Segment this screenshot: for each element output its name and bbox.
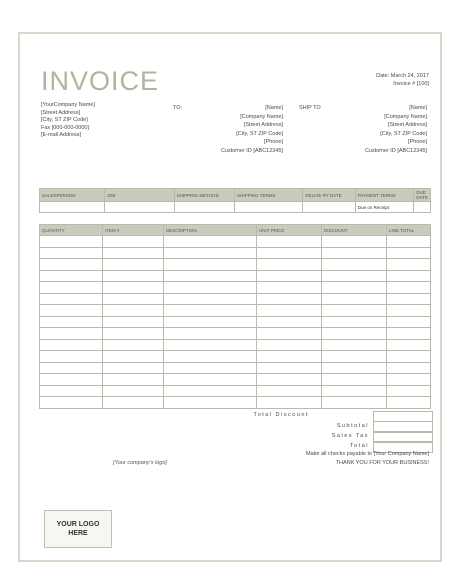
col-header: DISCOUNT — [322, 225, 387, 236]
table-row — [40, 259, 431, 271]
table-cell — [164, 293, 257, 305]
table-cell — [387, 351, 431, 363]
thank-you-block — [306, 450, 429, 468]
table-cell — [322, 282, 387, 294]
table-cell — [235, 202, 303, 213]
col-header: LINE TOTAL — [387, 225, 431, 236]
bill-to-block — [163, 104, 283, 155]
table-cell — [387, 328, 431, 340]
table-cell — [322, 316, 387, 328]
table-cell — [103, 328, 164, 340]
table-cell — [103, 374, 164, 386]
table-cell — [322, 305, 387, 317]
table-cell — [387, 247, 431, 259]
col-header: SHIPPING METHOD — [174, 189, 234, 202]
table-cell — [257, 397, 322, 409]
table-row — [40, 236, 431, 248]
table-cell — [387, 259, 431, 271]
logo-box — [44, 510, 112, 548]
col-header: UNIT PRICE — [257, 225, 322, 236]
payable-note: Make all checks payable to [Your Company Name] — [306, 451, 429, 457]
table-cell — [164, 351, 257, 363]
col-header: DESCRIPTION — [164, 225, 257, 236]
shipping-info-table — [39, 188, 431, 213]
table-cell — [322, 247, 387, 259]
company-logo-placeholder: [Your company's logo] — [113, 460, 167, 466]
table-cell — [40, 339, 103, 351]
invoice-title: INVOICE — [41, 66, 160, 96]
table-cell — [322, 259, 387, 271]
table-cell — [40, 351, 103, 363]
ship-customer-id: Customer ID [ABC12345] — [364, 147, 427, 154]
thank-you-note: THANK YOU FOR YOUR BUSINESS! — [335, 460, 429, 466]
table-cell — [257, 236, 322, 248]
table-cell — [257, 339, 322, 351]
table-cell — [164, 305, 257, 317]
table-row — [40, 351, 431, 363]
table-row — [40, 374, 431, 386]
table-cell — [40, 362, 103, 374]
table-cell — [322, 351, 387, 363]
table-cell — [387, 397, 431, 409]
table-cell — [322, 328, 387, 340]
ship-line: [Name] — [409, 105, 427, 111]
to-line: [City, ST ZIP Code] — [236, 130, 283, 137]
table-cell — [164, 270, 257, 282]
table-cell — [40, 293, 103, 305]
table-cell — [103, 305, 164, 317]
table-cell — [257, 305, 322, 317]
table-cell — [40, 236, 103, 248]
sender-line: Fax [000-000-0000] — [41, 124, 90, 131]
table-cell — [103, 259, 164, 271]
table-cell — [164, 236, 257, 248]
table-cell — [40, 202, 105, 213]
table-cell — [164, 328, 257, 340]
table-cell — [322, 374, 387, 386]
table-cell — [40, 305, 103, 317]
table-cell — [257, 316, 322, 328]
table-cell — [40, 316, 103, 328]
table-cell — [322, 397, 387, 409]
table-cell — [322, 236, 387, 248]
table-cell — [387, 270, 431, 282]
table-cell — [104, 202, 174, 213]
total-label: Total — [349, 443, 369, 449]
table-row — [40, 316, 431, 328]
table-cell — [303, 202, 355, 213]
table-cell — [164, 374, 257, 386]
sender-block — [41, 102, 95, 140]
table-cell — [414, 202, 431, 213]
table-cell — [387, 236, 431, 248]
col-header: ITEM # — [103, 225, 164, 236]
table-cell — [387, 282, 431, 294]
table-cell — [164, 282, 257, 294]
table-cell — [257, 362, 322, 374]
table-cell — [40, 247, 103, 259]
subtotal-label: Subtotal — [336, 423, 369, 429]
table-cell — [387, 385, 431, 397]
table-cell — [322, 362, 387, 374]
table-cell — [257, 282, 322, 294]
col-header: DELIVE RY DATE — [303, 189, 355, 202]
table-cell — [164, 247, 257, 259]
line-items-body — [40, 236, 431, 409]
invoice-page — [31, 46, 433, 474]
table-cell — [103, 339, 164, 351]
col-header: PAYMENT TERMS — [355, 189, 414, 202]
table-cell — [387, 305, 431, 317]
table-cell — [103, 362, 164, 374]
to-line: [Phone] — [264, 139, 283, 145]
table-cell — [257, 259, 322, 271]
table-row — [40, 247, 431, 259]
table-cell — [40, 259, 103, 271]
sender-line: [E-mail Address] — [41, 132, 82, 138]
table-cell — [40, 282, 103, 294]
table-cell — [257, 385, 322, 397]
table-cell — [103, 293, 164, 305]
table-cell — [322, 293, 387, 305]
table-cell — [387, 293, 431, 305]
table-cell — [164, 385, 257, 397]
table-cell — [103, 270, 164, 282]
invoice-number: Invoice # [100] — [393, 81, 429, 87]
table-row — [40, 397, 431, 409]
sender-line: [YourCompany Name] — [41, 102, 95, 108]
table-cell — [40, 397, 103, 409]
table-cell — [103, 236, 164, 248]
table-row — [40, 385, 431, 397]
ship-line: [Street Address] — [387, 122, 427, 128]
table-cell — [164, 316, 257, 328]
table-row — [40, 362, 431, 374]
table-row — [40, 339, 431, 351]
ship-line: [City, ST ZIP Code] — [380, 130, 427, 137]
table-cell — [322, 385, 387, 397]
table-cell — [322, 270, 387, 282]
line-items-table — [39, 224, 431, 409]
table-cell — [257, 351, 322, 363]
invoice-date: Date: March 24, 2017 — [376, 73, 429, 79]
table-cell — [164, 397, 257, 409]
table-row — [40, 270, 431, 282]
table-cell — [387, 316, 431, 328]
table-cell — [257, 247, 322, 259]
ship-to-block — [299, 104, 427, 155]
to-line: [Street Address] — [243, 122, 283, 128]
sender-line: [City, ST ZIP Code] — [41, 117, 88, 123]
table-cell — [387, 362, 431, 374]
table-row — [40, 328, 431, 340]
logo-box-text: YOUR LOGO HERE — [56, 521, 100, 537]
table-cell — [103, 247, 164, 259]
col-header: SALESPERSON — [40, 189, 105, 202]
table-cell — [387, 374, 431, 386]
invoice-meta — [376, 72, 429, 88]
table-cell — [103, 316, 164, 328]
ship-line: [Phone] — [408, 139, 427, 145]
table-cell — [103, 282, 164, 294]
to-label: TO: — [173, 105, 183, 111]
col-header: DUE DATE — [414, 189, 431, 202]
to-line: [Company Name] — [240, 113, 283, 120]
table-cell — [164, 362, 257, 374]
table-cell — [103, 397, 164, 409]
table-row — [40, 305, 431, 317]
table-row — [40, 282, 431, 294]
ship-line: [Company Name] — [384, 113, 427, 120]
col-header: JOB — [104, 189, 174, 202]
table-cell: Due on Receipt — [355, 202, 414, 213]
table-cell — [174, 202, 234, 213]
table-cell — [103, 385, 164, 397]
table-cell — [40, 385, 103, 397]
table-cell — [257, 374, 322, 386]
table-cell — [164, 259, 257, 271]
ship-to-label: SHIP TO — [299, 105, 321, 111]
sender-line: [Street Address] — [41, 109, 81, 116]
col-header: QUANTITY — [40, 225, 103, 236]
table-cell — [40, 374, 103, 386]
table-cell — [257, 293, 322, 305]
to-line: [Name] — [265, 105, 283, 111]
col-header: SHIPPING TERMS — [235, 189, 303, 202]
total-discount-label: Total Discount — [253, 412, 309, 418]
table-cell — [164, 339, 257, 351]
table-cell — [40, 270, 103, 282]
to-customer-id: Customer ID [ABC12345] — [220, 147, 283, 154]
table-cell — [387, 339, 431, 351]
table-cell — [103, 351, 164, 363]
table-row — [40, 293, 431, 305]
table-cell — [40, 328, 103, 340]
sales-tax-label: Sales Tax — [331, 433, 369, 439]
table-cell — [322, 339, 387, 351]
table-cell — [257, 328, 322, 340]
table-cell — [257, 270, 322, 282]
